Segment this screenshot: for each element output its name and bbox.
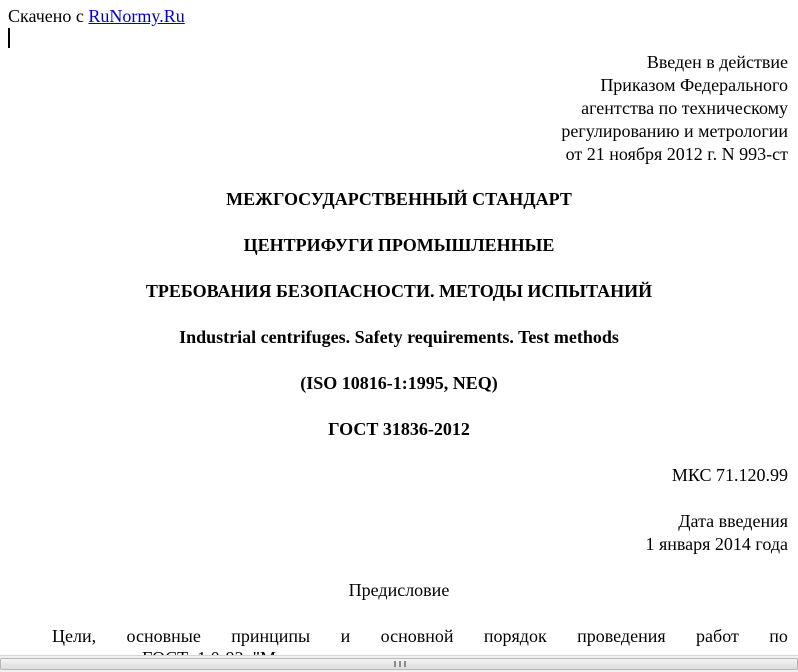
enactment-line-5: от 21 ноября 2012 г. N 993-ст [565, 144, 788, 164]
enactment-line-1: Введен в действие [646, 52, 788, 72]
mks-code: МКС 71.120.99 [671, 465, 788, 485]
word: принципы [231, 626, 311, 646]
standard-type-title: МЕЖГОСУДАРСТВЕННЫЙ СТАНДАРТ [226, 189, 572, 209]
word: по [769, 626, 788, 646]
horizontal-scrollbar[interactable] [0, 655, 798, 672]
word: работ [696, 626, 739, 646]
subject-title: ЦЕНТРИФУГИ ПРОМЫШЛЕННЫЕ [243, 235, 555, 255]
text-caret [8, 28, 10, 48]
foreword-paragraph-line [52, 624, 788, 648]
word: проведения [577, 626, 666, 646]
iso-reference: (ISO 10816-1:1995, NEQ) [300, 373, 498, 393]
intro-date-label: Дата введения [678, 511, 788, 531]
scrollbar-thumb[interactable] [0, 658, 798, 670]
enactment-line-3: агентства по техническому [581, 98, 788, 118]
intro-date-value: 1 января 2014 года [645, 534, 788, 554]
word: порядок [483, 626, 547, 646]
subtitle: ТРЕБОВАНИЯ БЕЗОПАСНОСТИ. МЕТОДЫ ИСПЫТАНИЙ [145, 281, 653, 301]
word: и [340, 626, 351, 646]
word: основные [126, 626, 201, 646]
grip-icon [394, 661, 406, 667]
foreword-heading: Предисловие [348, 580, 450, 600]
word: Цели, [52, 626, 97, 646]
download-source-line [8, 4, 185, 28]
word: основной [380, 626, 454, 646]
enactment-line-2: Приказом Федерального [600, 75, 788, 95]
gost-number: ГОСТ 31836-2012 [328, 419, 470, 439]
download-prefix: Скачено с [8, 6, 84, 26]
enactment-line-4: регулированию и метрологии [561, 121, 788, 141]
english-title: Industrial centrifuges. Safety requirements. Test methods [179, 327, 619, 347]
source-link[interactable]: RuNormy.Ru [88, 6, 185, 26]
